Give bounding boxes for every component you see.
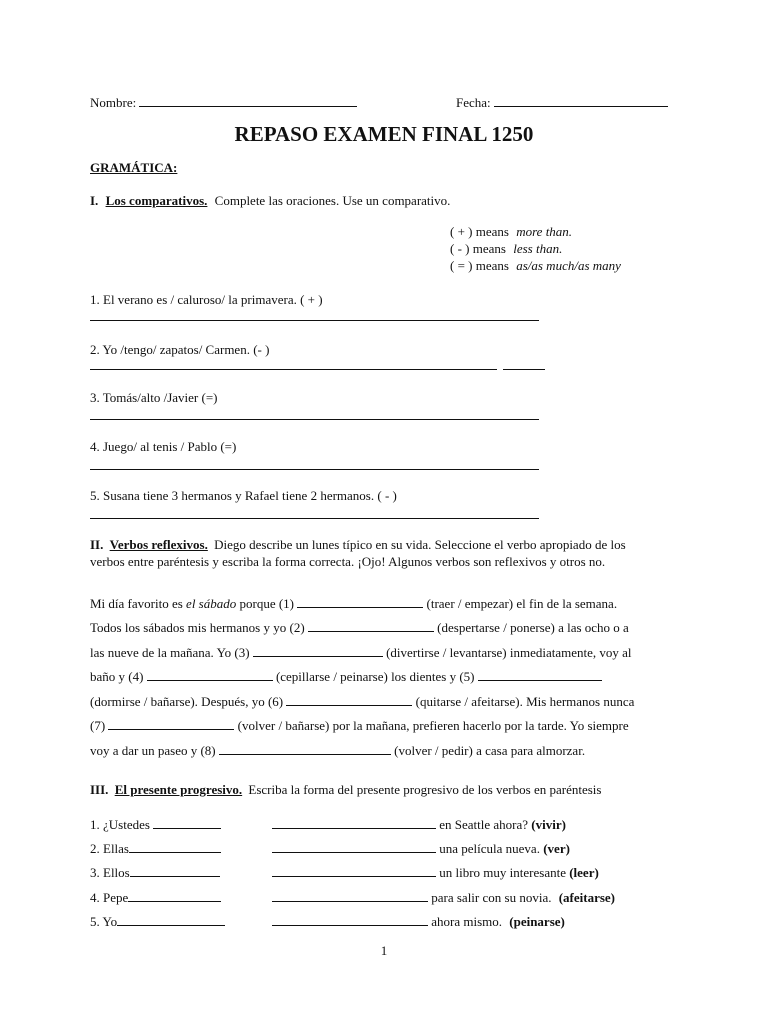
blank-3[interactable] bbox=[253, 644, 383, 657]
text: (cepillarse / peinarse) los dientes y (5) bbox=[275, 669, 475, 684]
verb-blank[interactable] bbox=[272, 816, 436, 829]
paragraph-line-1 bbox=[90, 592, 680, 617]
subject-blank[interactable] bbox=[128, 889, 221, 902]
section1-number: I. bbox=[90, 193, 99, 208]
text: (despertarse / ponerse) a las ocho o a bbox=[437, 620, 629, 635]
verb-blank[interactable] bbox=[272, 840, 436, 853]
paragraph-line-6 bbox=[90, 714, 680, 739]
subject: 5. Yo bbox=[90, 914, 118, 929]
subject: 3. Ellos bbox=[90, 865, 130, 880]
rest: ahora mismo. bbox=[431, 914, 503, 929]
answer-line-3[interactable] bbox=[90, 419, 539, 420]
text: (dormirse / bañarse). Después, yo (6) bbox=[90, 694, 284, 709]
rest: una película nueva. bbox=[439, 841, 540, 856]
legend-meaning: as/as much/as many bbox=[516, 258, 621, 273]
text: voy a dar un paseo y (8) bbox=[90, 743, 216, 758]
answer-line-5[interactable] bbox=[90, 518, 539, 519]
date-field bbox=[456, 94, 668, 111]
text: porque (1) bbox=[239, 596, 295, 611]
gramatica-heading: GRAMÁTICA: bbox=[90, 160, 178, 175]
section1-heading bbox=[90, 193, 450, 209]
comparative-item-4: 4. Juego/ al tenis / Pablo (=) bbox=[90, 439, 237, 454]
paragraph-line-3 bbox=[90, 641, 680, 666]
answer-line-2a[interactable] bbox=[90, 369, 497, 370]
legend-sign: ( - ) means bbox=[450, 241, 506, 256]
progressive-answer-1 bbox=[272, 816, 566, 833]
section1-instructions: Complete las oraciones. Use un comparativo. bbox=[214, 193, 451, 208]
answer-line-2b[interactable] bbox=[503, 369, 545, 370]
legend-sign: ( + ) means bbox=[450, 224, 509, 239]
comparative-item-2: 2. Yo /tengo/ zapatos/ Carmen. (- ) bbox=[90, 342, 270, 357]
text: Mi día favorito es bbox=[90, 596, 183, 611]
legend-equal bbox=[450, 258, 621, 274]
rest: para salir con su novia. bbox=[431, 890, 552, 905]
section2-title: Verbos reflexivos. bbox=[109, 537, 208, 552]
page-title: REPASO EXAMEN FINAL 1250 bbox=[234, 122, 534, 146]
comparative-item-3: 3. Tomás/alto /Javier (=) bbox=[90, 390, 218, 405]
section3-instructions: Escriba la forma del presente progresivo de los verbos en paréntesis bbox=[248, 782, 602, 797]
blank-6[interactable] bbox=[286, 693, 412, 706]
subject-blank[interactable] bbox=[153, 816, 221, 829]
text: (divertirse / levantarse) inmediatamente, voy al bbox=[386, 645, 632, 660]
progressive-answer-4 bbox=[272, 889, 615, 906]
section2-intro: Diego describe un lunes típico en su vida. Seleccione el verbo apropiado de los bbox=[214, 537, 626, 552]
paragraph-line-5 bbox=[90, 690, 680, 715]
progressive-answer-3 bbox=[272, 864, 599, 881]
section3-heading bbox=[90, 782, 601, 798]
text: (quitarse / afeitarse). Mis hermanos nunca bbox=[415, 694, 635, 709]
rest: en Seattle ahora? bbox=[439, 817, 529, 832]
name-blank[interactable] bbox=[139, 94, 357, 107]
progressive-item-5 bbox=[90, 913, 225, 930]
subject-blank[interactable] bbox=[130, 864, 220, 877]
name-label: Nombre: bbox=[90, 95, 137, 110]
subject: 2. Ellas bbox=[90, 841, 129, 856]
rest: un libro muy interesante bbox=[439, 865, 566, 880]
text: (traer / empezar) el fin de la semana. bbox=[426, 596, 618, 611]
blank-4[interactable] bbox=[147, 668, 273, 681]
progressive-item-2 bbox=[90, 840, 221, 857]
legend-meaning: less than. bbox=[513, 241, 563, 256]
name-field bbox=[90, 94, 357, 111]
section1-title: Los comparativos. bbox=[105, 193, 208, 208]
verb: (afeitarse) bbox=[558, 890, 616, 905]
blank-7[interactable] bbox=[108, 717, 234, 730]
progressive-answer-5 bbox=[272, 913, 565, 930]
blank-2[interactable] bbox=[308, 619, 434, 632]
progressive-item-3 bbox=[90, 864, 220, 881]
text: Todos los sábados mis hermanos y yo (2) bbox=[90, 620, 305, 635]
legend-more bbox=[450, 224, 572, 240]
comparative-item-1: 1. El verano es / caluroso/ la primavera. ( + ) bbox=[90, 292, 323, 307]
verb: (ver) bbox=[543, 841, 570, 856]
answer-line-1[interactable] bbox=[90, 320, 539, 321]
text: baño y (4) bbox=[90, 669, 144, 684]
verb: (vivir) bbox=[531, 817, 566, 832]
verb-blank[interactable] bbox=[272, 913, 428, 926]
verb: (leer) bbox=[569, 865, 599, 880]
section3-number: III. bbox=[90, 782, 109, 797]
legend-less bbox=[450, 241, 562, 257]
section2-number: II. bbox=[90, 537, 104, 552]
text: (7) bbox=[90, 718, 106, 733]
text: las nueve de la mañana. Yo (3) bbox=[90, 645, 250, 660]
legend-sign: ( = ) means bbox=[450, 258, 509, 273]
blank-1[interactable] bbox=[297, 595, 423, 608]
subject-blank[interactable] bbox=[117, 913, 225, 926]
text: (volver / pedir) a casa para almorzar. bbox=[394, 743, 586, 758]
subject-blank[interactable] bbox=[129, 840, 221, 853]
date-blank[interactable] bbox=[494, 94, 668, 107]
subject: 4. Pepe bbox=[90, 890, 129, 905]
section2-intro-line2: verbos entre paréntesis y escriba la forma correcta. ¡Ojo! Algunos verbos son reflexivos y otros no. bbox=[90, 554, 606, 569]
text: el sábado bbox=[186, 596, 237, 611]
date-label: Fecha: bbox=[456, 95, 491, 110]
page-number: 1 bbox=[380, 943, 388, 958]
answer-line-4[interactable] bbox=[90, 469, 539, 470]
verb: (peinarse) bbox=[509, 914, 565, 929]
text: (volver / bañarse) por la mañana, prefieren hacerlo por la tarde. Yo siempre bbox=[237, 718, 629, 733]
paragraph-line-4 bbox=[90, 665, 680, 690]
blank-5[interactable] bbox=[478, 668, 602, 681]
legend-meaning: more than. bbox=[516, 224, 573, 239]
subject: 1. ¿Ustedes bbox=[90, 817, 150, 832]
section3-title: El presente progresivo. bbox=[114, 782, 243, 797]
progressive-item-4 bbox=[90, 889, 221, 906]
section2-intro-line1 bbox=[90, 537, 626, 553]
progressive-answer-2 bbox=[272, 840, 570, 857]
blank-8[interactable] bbox=[219, 742, 391, 755]
verb-blank[interactable] bbox=[272, 864, 436, 877]
paragraph-line-2 bbox=[90, 616, 680, 641]
comparative-item-5: 5. Susana tiene 3 hermanos y Rafael tiene 2 hermanos. ( - ) bbox=[90, 488, 397, 503]
progressive-item-1 bbox=[90, 816, 221, 833]
verb-blank[interactable] bbox=[272, 889, 428, 902]
paragraph-line-7 bbox=[90, 739, 680, 764]
